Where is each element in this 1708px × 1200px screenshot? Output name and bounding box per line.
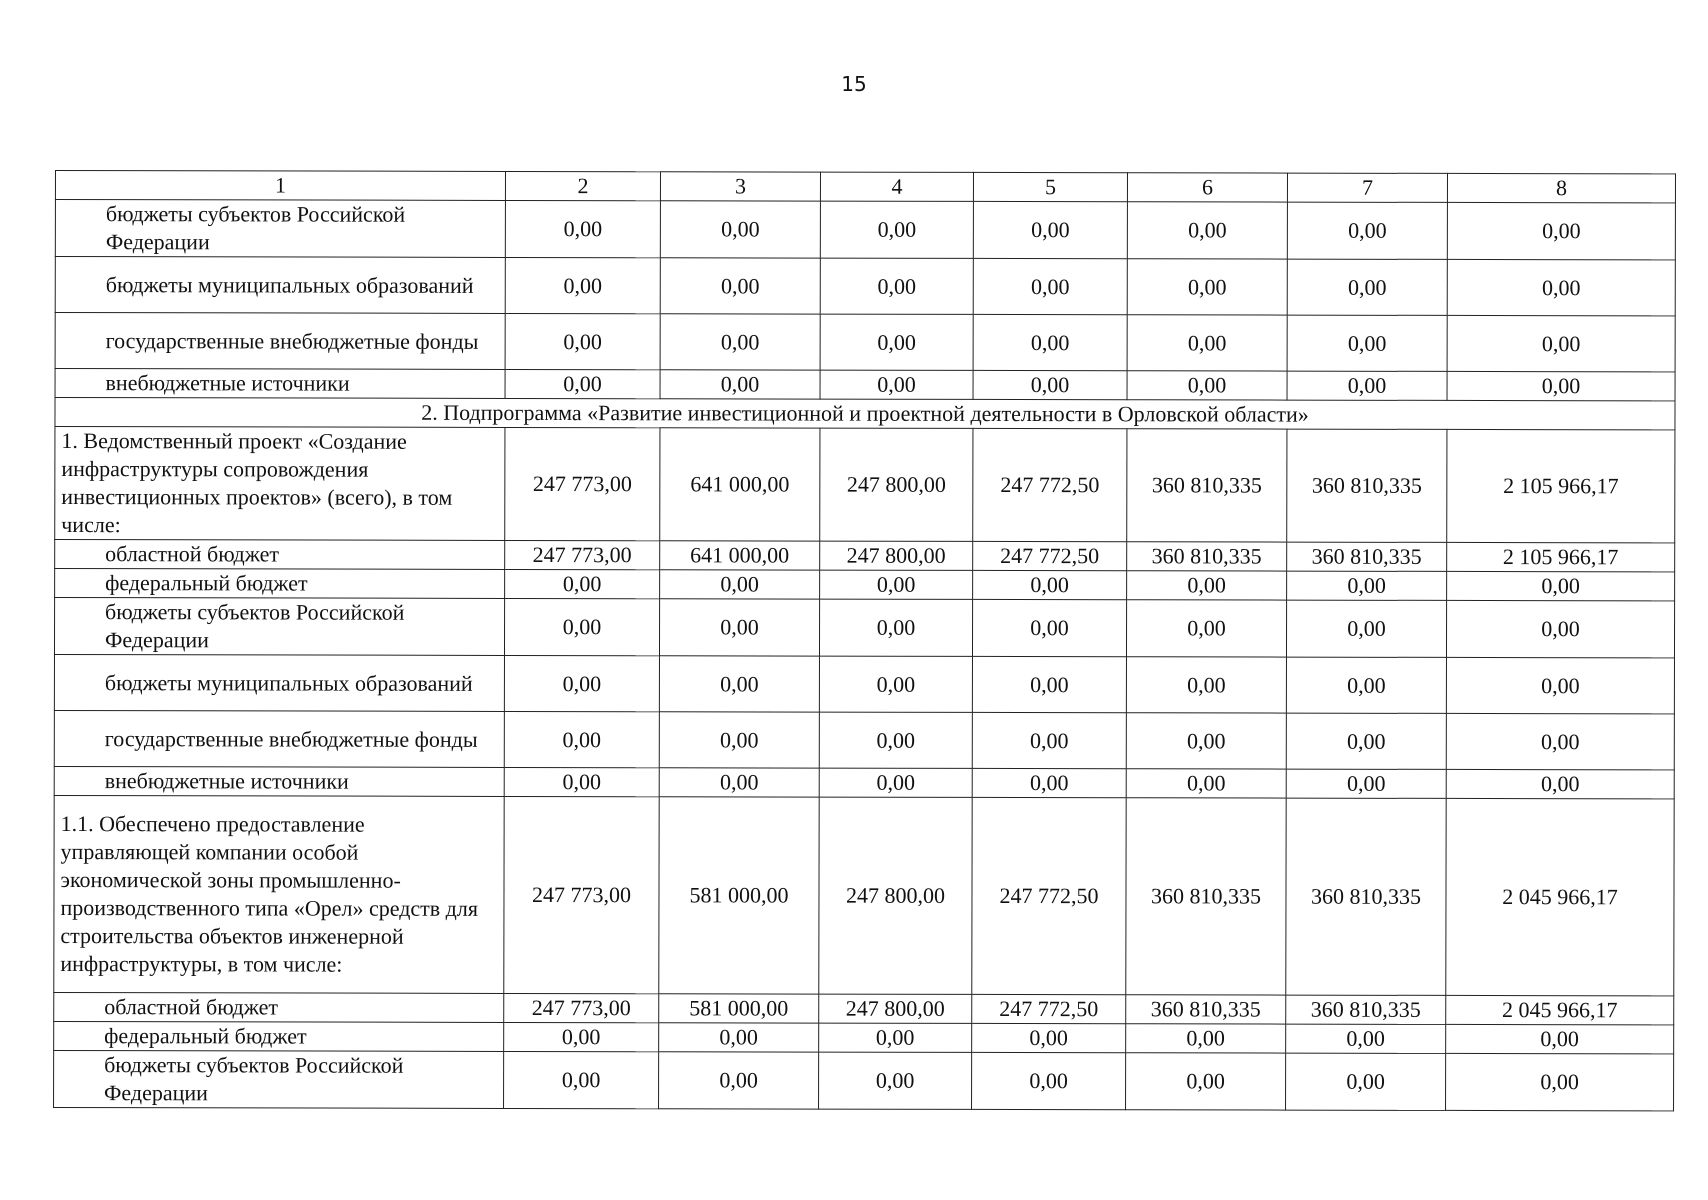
value-cell: 0,00 [820, 201, 973, 258]
value-cell: 0,00 [660, 258, 820, 314]
row-label: областной бюджет [55, 540, 505, 570]
value-cell: 360 810,335 [1286, 798, 1446, 995]
row-label: федеральный бюджет [55, 569, 505, 599]
value-cell: 0,00 [1126, 600, 1286, 657]
value-cell: 0,00 [972, 599, 1126, 656]
value-cell: 0,00 [972, 1052, 1126, 1109]
value-cell: 0,00 [659, 1052, 819, 1109]
value-cell: 0,00 [1446, 600, 1674, 657]
value-cell: 0,00 [973, 370, 1127, 399]
value-cell: 0,00 [1286, 769, 1446, 798]
value-cell: 581 000,00 [659, 797, 819, 994]
table-row [54, 1021, 1674, 1053]
value-cell: 0,00 [660, 201, 820, 258]
value-cell: 247 773,00 [504, 993, 659, 1022]
value-cell: 0,00 [1447, 315, 1675, 371]
value-cell: 247 800,00 [819, 994, 972, 1023]
value-cell: 0,00 [820, 258, 973, 314]
row-label: государственные внебюджетные фонды [55, 313, 505, 370]
table-row [54, 766, 1674, 798]
value-cell: 0,00 [819, 768, 972, 797]
value-cell: 0,00 [504, 711, 659, 767]
table-row [55, 569, 1675, 601]
value-cell: 0,00 [1446, 1024, 1674, 1053]
value-cell: 0,00 [505, 257, 660, 313]
value-cell: 0,00 [972, 768, 1126, 797]
value-cell: 0,00 [1446, 657, 1674, 713]
table-row [55, 427, 1675, 543]
value-cell: 0,00 [1126, 713, 1286, 769]
value-cell: 0,00 [819, 656, 972, 712]
row-label: бюджеты муниципальных образований [55, 257, 505, 314]
row-label: 1. Ведомственный проект «Создание инфраструктуры сопровождения инвестиционных проектов» (всего), в том числе: [55, 427, 505, 541]
row-label: 1.1. Обеспечено предоставление управляющей компании особой экономической зоны промышленно-производственного типа «Орел» средств для строительства объектов инженерной инфраструктуры, в том числе: [54, 795, 504, 993]
value-cell: 641 000,00 [660, 428, 820, 541]
value-cell: 360 810,335 [1127, 542, 1287, 571]
value-cell: 360 810,335 [1287, 429, 1447, 542]
value-cell: 0,00 [504, 1022, 659, 1051]
value-cell: 0,00 [660, 314, 820, 370]
value-cell: 0,00 [972, 712, 1126, 768]
value-cell: 0,00 [659, 656, 819, 712]
value-cell: 0,00 [1126, 657, 1286, 713]
value-cell: 0,00 [1287, 571, 1447, 600]
value-cell: 0,00 [660, 370, 820, 399]
value-cell: 247 773,00 [504, 796, 659, 993]
value-cell: 0,00 [1126, 1053, 1286, 1110]
value-cell: 0,00 [659, 599, 819, 656]
value-cell: 0,00 [1447, 371, 1675, 400]
value-cell: 0,00 [1127, 259, 1287, 315]
value-cell: 0,00 [1127, 202, 1287, 259]
value-cell: 0,00 [659, 712, 819, 768]
value-cell: 0,00 [820, 570, 973, 599]
value-cell: 247 772,50 [972, 797, 1126, 994]
value-cell: 247 800,00 [820, 541, 973, 570]
table-row [54, 655, 1674, 714]
value-cell: 0,00 [1126, 1024, 1286, 1053]
value-cell: 0,00 [1447, 202, 1675, 259]
value-cell: 0,00 [504, 1051, 659, 1108]
column-number-row [55, 171, 1675, 203]
value-cell: 247 773,00 [505, 540, 660, 569]
value-cell: 0,00 [1447, 259, 1675, 315]
table-row [54, 710, 1674, 769]
value-cell: 0,00 [660, 570, 820, 599]
column-number: 5 [973, 172, 1127, 201]
value-cell: 360 810,335 [1126, 798, 1286, 995]
table-row [55, 540, 1675, 572]
value-cell: 0,00 [1446, 713, 1674, 769]
value-cell: 0,00 [1126, 769, 1286, 798]
table-row [54, 1050, 1674, 1110]
table-row [55, 369, 1675, 401]
row-label: бюджеты субъектов Российской Федерации [54, 1050, 504, 1108]
column-number: 8 [1447, 173, 1675, 202]
table-row [55, 200, 1675, 260]
row-label: бюджеты муниципальных образований [54, 655, 504, 712]
column-number: 3 [660, 172, 820, 201]
table-row [54, 795, 1674, 995]
value-cell: 0,00 [505, 569, 660, 598]
value-cell: 0,00 [1286, 1053, 1446, 1110]
value-cell: 247 772,50 [973, 541, 1127, 570]
column-number: 4 [820, 172, 973, 201]
value-cell: 0,00 [819, 599, 972, 656]
value-cell: 247 800,00 [819, 797, 972, 994]
value-cell: 247 772,50 [972, 994, 1126, 1023]
value-cell: 0,00 [973, 258, 1127, 314]
value-cell: 0,00 [973, 570, 1127, 599]
value-cell: 0,00 [820, 370, 973, 399]
value-cell: 0,00 [505, 369, 660, 398]
table-row [55, 313, 1675, 372]
value-cell: 360 810,335 [1286, 995, 1446, 1024]
section-row [55, 398, 1675, 430]
value-cell: 0,00 [1447, 571, 1675, 600]
page-number: 15 [841, 72, 867, 96]
value-cell: 0,00 [505, 313, 660, 369]
value-cell: 0,00 [973, 201, 1127, 258]
row-label: внебюджетные источники [54, 766, 504, 796]
value-cell: 247 773,00 [505, 427, 660, 540]
value-cell: 0,00 [1127, 571, 1287, 600]
value-cell: 0,00 [972, 656, 1126, 712]
value-cell: 0,00 [973, 314, 1127, 370]
row-label: областной бюджет [54, 992, 504, 1022]
value-cell: 0,00 [504, 655, 659, 711]
row-label: бюджеты субъектов Российской Федерации [54, 598, 504, 656]
row-label: внебюджетные источники [55, 369, 505, 399]
section-heading: 2. Подпрограмма «Развитие инвестиционной и проектной деятельности в Орловской области» [55, 398, 1675, 430]
value-cell: 0,00 [1446, 769, 1674, 798]
row-label: государственные внебюджетные фонды [54, 710, 504, 767]
value-cell: 247 772,50 [973, 428, 1127, 541]
value-cell: 0,00 [659, 768, 819, 797]
value-cell: 0,00 [1286, 600, 1446, 657]
value-cell: 0,00 [1287, 315, 1447, 371]
value-cell: 0,00 [820, 314, 973, 370]
funding-table [53, 170, 1676, 1111]
value-cell: 247 800,00 [820, 428, 973, 541]
value-cell: 0,00 [819, 1023, 972, 1052]
value-cell: 2 045 966,17 [1446, 995, 1674, 1024]
value-cell: 360 810,335 [1127, 429, 1287, 542]
value-cell: 360 810,335 [1126, 995, 1286, 1024]
column-number: 1 [55, 171, 505, 201]
column-number: 2 [505, 171, 660, 200]
value-cell: 360 810,335 [1287, 542, 1447, 571]
value-cell: 0,00 [659, 1023, 819, 1052]
value-cell: 2 105 966,17 [1447, 542, 1675, 571]
value-cell: 0,00 [1127, 315, 1287, 371]
value-cell: 0,00 [504, 598, 659, 655]
value-cell: 0,00 [1287, 259, 1447, 315]
row-label: бюджеты субъектов Российской Федерации [55, 200, 505, 258]
value-cell: 0,00 [1286, 657, 1446, 713]
value-cell: 0,00 [1287, 202, 1447, 259]
value-cell: 0,00 [1286, 713, 1446, 769]
value-cell: 0,00 [1127, 371, 1287, 400]
value-cell: 0,00 [1286, 1024, 1446, 1053]
value-cell: 0,00 [819, 1052, 972, 1109]
column-number: 7 [1287, 173, 1447, 202]
value-cell: 0,00 [505, 200, 660, 257]
table-row [55, 257, 1675, 316]
value-cell: 0,00 [819, 712, 972, 768]
value-cell: 0,00 [504, 767, 659, 796]
value-cell: 0,00 [1446, 1053, 1674, 1110]
value-cell: 581 000,00 [659, 994, 819, 1023]
column-number: 6 [1127, 173, 1287, 202]
value-cell: 0,00 [972, 1023, 1126, 1052]
table-row [54, 992, 1674, 1024]
table-row [54, 598, 1674, 658]
value-cell: 2 105 966,17 [1447, 429, 1675, 542]
row-label: федеральный бюджет [54, 1021, 504, 1051]
value-cell: 0,00 [1287, 371, 1447, 400]
value-cell: 641 000,00 [660, 541, 820, 570]
value-cell: 2 045 966,17 [1446, 798, 1674, 995]
